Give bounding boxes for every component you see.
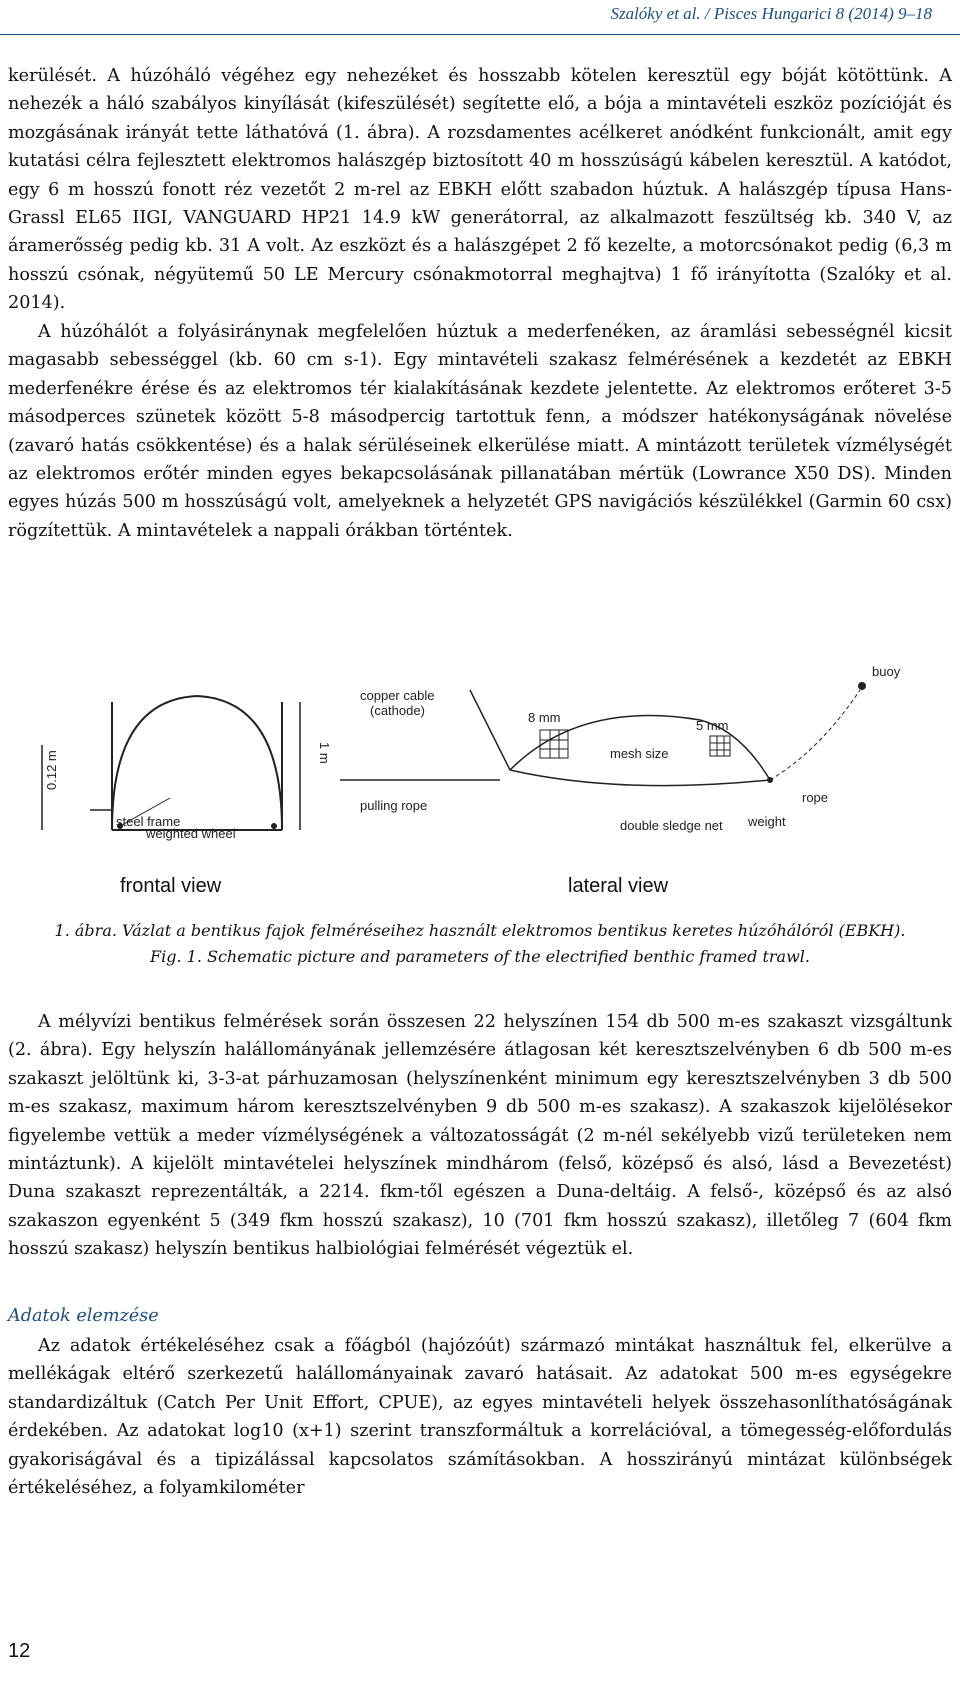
figure-caption-hu: 1. ábra. Vázlat a bentikus fajok felméréseihez használt elektromos bentikus keretes húzóhálóról (EBKH). bbox=[54, 921, 906, 940]
mesh-5mm-icon bbox=[710, 736, 730, 756]
weight-icon bbox=[767, 777, 773, 783]
label-frontal-view: frontal view bbox=[120, 875, 222, 897]
net-bottom-outline bbox=[510, 770, 770, 786]
label-mesh-size: mesh size bbox=[610, 746, 669, 761]
label-mesh-8mm: 8 mm bbox=[528, 710, 561, 725]
label-lateral-view: lateral view bbox=[568, 875, 669, 897]
buoy-icon bbox=[858, 682, 866, 690]
frontal-view-diagram bbox=[42, 696, 332, 897]
trawl-schematic-figure bbox=[20, 630, 940, 910]
paragraph-method-2: A húzóhálót a folyásiránynak megfelelően húztuk a mederfenéken, az áramlási sebességnél kicsit magasabb sebességgel (kb. 60 cm s-1). Egy mintavételi szakasz felmérésének a kezdetét az EBKH mederfenékre érése és az elektromos tér kialakításának kezdete jelentette. Az elektromos erőteret 3-5 másodperces szünetek között 5-8 másodpercig tartottuk fenn, a módszer hatékonyságának növelése (zavaró hatás csökkentése) és a halak sérüléseinek elkerülése miatt. A mintázott területek vízmélységét az elektromos erőtér minden egyes bekapcsolásának pillanatában mértük (Lowrance X50 DS). Minden egyes húzás 500 m hosszúságú volt, amelyeknek a helyzetét GPS navigációs készülékkel (Garmin 60 csx) rögzítettük. A mintavételek a nappali órákban történtek. bbox=[8, 322, 952, 541]
paragraph-data-analysis: Az adatok értékeléséhez csak a főágból (hajózóút) származó mintákat használtuk fel, elkerülve a mellékágak eltérő szerkezetű halállományainak zavaró hatásait. Az adatokat 500 m-es egységekre standardizáltuk (Catch Per Unit Effort, CPUE), az egyes mintavételi helyek összehasonlíthatóságának érdekében. Az adatokat log10 (x+1) szerint transzformáltuk a korrelációval, a tömegesség-előfordulás gyakoriságával és a tipizálással kapcsolatos számításokban. A hosszirányú mintázat különbségek értékeléséhez, a folyamkilométer bbox=[8, 1336, 952, 1499]
wheel-right-icon bbox=[271, 823, 277, 829]
label-weighted-wheel: weighted wheel bbox=[146, 826, 236, 841]
frame-front-edge bbox=[470, 690, 510, 770]
section-heading-data-analysis: Adatok elemzése bbox=[8, 1306, 159, 1326]
label-pulling-rope: pulling rope bbox=[360, 798, 428, 813]
label-cathode: (cathode) bbox=[370, 703, 425, 718]
paragraph-results-sites: A mélyvízi bentikus felmérések során összesen 22 helyszínen 154 db 500 m-es szakaszt vizsgáltunk (2. ábra). Egy helyszín halállományának jellemzésére átlagosan két keresztszelvényben 6 db 500 m-es szakaszt jelöltünk ki, 3-3-at párhuzamosan (helyszínenként minimum egy keresztszelvényben 3 db 500 m-es szakasz, maximum három keresztszelvényben 9 db 500 m-es szakasz). A szakaszok kijelölésekor figyelembe vettük a meder vízmélységének a változatosságát (2 m-nél sekélyebb vizű területeken nem mintáztunk). A kijelölt mintavételei helyszínek mindhárom (felső, középső és alsó, lásd a Bevezetést) Duna szakaszt reprezentálták, a 2214. fkm-től egészen a Duna-deltáig. A felső-, középső és az alsó szakaszon egyenként 5 (349 fkm hosszú szakasz), 10 (701 fkm hosszú szakasz), illetőleg 7 (604 fkm hosszú szakasz) helyszín bentikus halbiológiai felmérését végeztük el. bbox=[8, 1012, 952, 1260]
label-buoy: buoy bbox=[872, 664, 901, 679]
label-rope: rope bbox=[802, 790, 829, 805]
running-header: Szalóky et al. / Pisces Hungarici 8 (2014) 9–18 bbox=[610, 4, 932, 23]
figure-caption-en: Fig. 1. Schematic picture and parameters of the electrified benthic framed trawl. bbox=[150, 947, 810, 966]
label-height-small: 0.12 m bbox=[44, 750, 59, 790]
lateral-view-diagram bbox=[340, 664, 901, 897]
label-height-large: 1 m bbox=[317, 742, 332, 764]
label-copper-cable: copper cable bbox=[360, 688, 435, 703]
buoy-rope-line bbox=[770, 690, 860, 780]
label-weight: weight bbox=[748, 814, 786, 829]
page-number: 12 bbox=[8, 1640, 31, 1662]
label-steel-frame: steel frame bbox=[116, 814, 181, 829]
net-outline-arc bbox=[112, 696, 282, 830]
label-double-sledge-net: double sledge net bbox=[620, 818, 723, 833]
label-mesh-5mm: 5 mm bbox=[696, 718, 729, 733]
paragraph-method-1: kerülését. A húzóháló végéhez egy nehezéket és hosszabb kötelen keresztül egy bóját kötöttünk. A nehezék a háló szabályos kinyílását (kifeszülését) segítette elő, a bója a mintavételi eszköz pozícióját és mozgásának irányát tette láthatóvá (1. ábra). A rozsdamentes acélkeret anódként funkcionált, amit egy kutatási célra fejlesztett elektromos halászgép biztosított 40 m hosszúságú kábelen keresztül. A katódot, egy 6 m hosszú fonott réz vezetőt 2 m-rel az EBKH előtt szabadon húztuk. A halászgép típusa Hans-Grassl EL65 IIGI, VANGUARD HP21 14.9 kW generátorral, az alkalmazott feszültség kb. 340 V, az áramerősség pedig kb. 31 A volt. Az eszközt és a halászgépet 2 fő kezelte, a motorcsónakot pedig (6,3 m hosszú csónak, négyütemű 50 LE Mercury csónakmotorral meghajtva) 1 fő irányította (Szalóky et al. 2014). bbox=[8, 66, 952, 314]
mesh-8mm-icon bbox=[540, 730, 568, 758]
header-divider bbox=[0, 34, 960, 35]
